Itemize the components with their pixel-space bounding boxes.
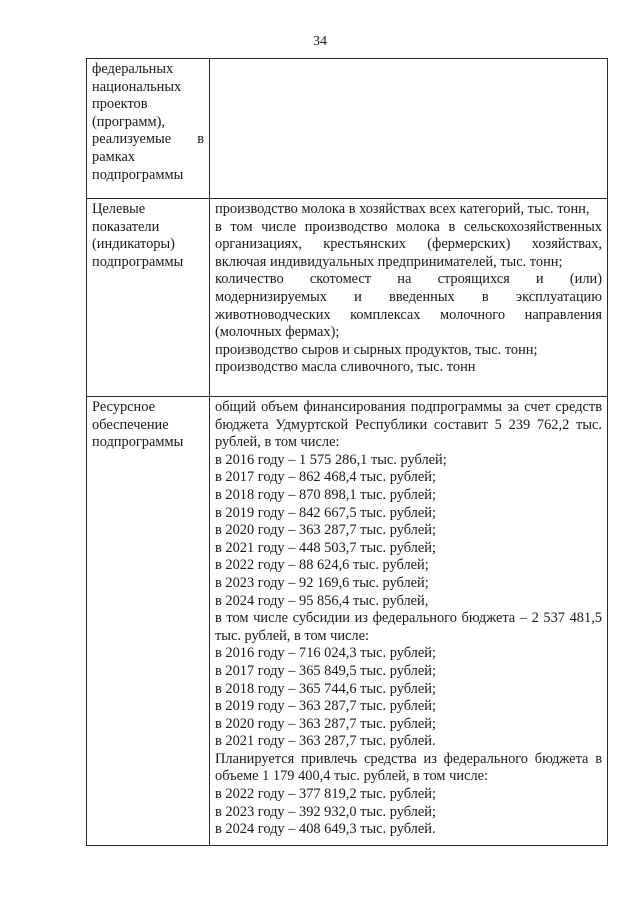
label-line: показатели [92, 218, 160, 235]
funding-year-line: в 2018 году – 365 744,6 тыс. рублей; [215, 680, 436, 697]
table-row [87, 199, 608, 397]
funding-paragraph: Планируется привлечь средства из федерального бюджета в объеме 1 179 400,4 тыс. рублей, в том числе: [215, 750, 602, 785]
row-content-empty [210, 59, 608, 199]
funding-year-line: в 2018 году – 870 898,1 тыс. рублей; [215, 486, 436, 503]
funding-paragraph: общий объем финансирования подпрограммы за счет средств бюджета Удмуртской Республики составит 5 239 762,2 тыс. рублей, в том числе: [215, 399, 602, 451]
label-line: проектов [92, 96, 148, 113]
funding-year-line: в 2024 году – 408 649,3 тыс. рублей. [215, 821, 436, 838]
funding-year-line: в 2020 году – 363 287,7 тыс. рублей; [215, 715, 436, 732]
label-line: (программ), [92, 113, 165, 130]
label-line: национальных [92, 78, 182, 95]
indicator-paragraph: производство сыров и сырных продуктов, тыс. тонн; [215, 341, 538, 358]
indicator-paragraph: производство масла сливочного, тыс. тонн [215, 359, 476, 376]
funding-year-line: в 2016 году – 716 024,3 тыс. рублей; [215, 645, 436, 662]
funding-year-line: в 2019 году – 842 667,5 тыс. рублей; [215, 504, 436, 521]
label-line: подпрограммы [92, 166, 184, 183]
funding-year-line: в 2023 году – 92 169,6 тыс. рублей; [215, 574, 429, 591]
indicator-paragraph: в том числе производство молока в сельскохозяйственных организациях, крестьянских (фермерских) хозяйствах, включая индивидуальных предпринимателей, тыс. тонн; [215, 218, 602, 270]
funding-year-line: в 2021 году – 448 503,7 тыс. рублей; [215, 539, 436, 556]
row-label-federal-projects [87, 59, 210, 199]
label-line: обеспечение [92, 416, 169, 433]
row-label-resource-provision [87, 397, 210, 846]
funding-year-line: в 2016 году – 1 575 286,1 тыс. рублей; [215, 451, 447, 468]
funding-year-line: в 2021 году – 363 287,7 тыс. рублей. [215, 733, 436, 750]
label-line: рамках [92, 148, 136, 165]
subprogram-passport-table [86, 58, 608, 846]
label-line-spread [92, 131, 204, 149]
label-line: федеральных [92, 61, 174, 77]
funding-year-line: в 2022 году – 88 624,6 тыс. рублей; [215, 557, 429, 574]
page-number: 34 [313, 34, 327, 49]
label-word: реализуемые [92, 131, 172, 148]
indicator-paragraph: производство молока в хозяйствах всех категорий, тыс. тонн, [215, 201, 590, 217]
row-label-target-indicators [87, 199, 210, 397]
funding-year-line: в 2017 году – 365 849,5 тыс. рублей; [215, 662, 436, 679]
row-content-resource-provision [210, 397, 608, 846]
funding-year-line: в 2023 году – 392 932,0 тыс. рублей; [215, 803, 436, 820]
funding-year-line: в 2020 году – 363 287,7 тыс. рублей; [215, 522, 436, 539]
label-line: (индикаторы) [92, 236, 175, 253]
label-line: Ресурсное [92, 399, 155, 415]
label-line: подпрограммы [92, 253, 184, 270]
label-word: в [197, 131, 204, 148]
label-line: подпрограммы [92, 434, 184, 451]
indicator-paragraph: количество скотомест на строящихся и (или) модернизируемых и введенных в эксплуатацию животноводческих комплексах молочного направления (молочных фермах); [215, 271, 602, 341]
table-row [87, 397, 608, 846]
table-row [87, 59, 608, 199]
funding-year-line: в 2024 году – 95 856,4 тыс. рублей, [215, 592, 429, 609]
row-content-target-indicators [210, 199, 608, 397]
label-line: Целевые [92, 201, 146, 217]
funding-paragraph: в том числе субсидии из федерального бюджета – 2 537 481,5 тыс. рублей, в том числе: [215, 610, 602, 644]
funding-year-line: в 2019 году – 363 287,7 тыс. рублей; [215, 698, 436, 715]
funding-year-line: в 2022 году – 377 819,2 тыс. рублей; [215, 786, 436, 803]
funding-year-line: в 2017 году – 862 468,4 тыс. рублей; [215, 469, 436, 486]
